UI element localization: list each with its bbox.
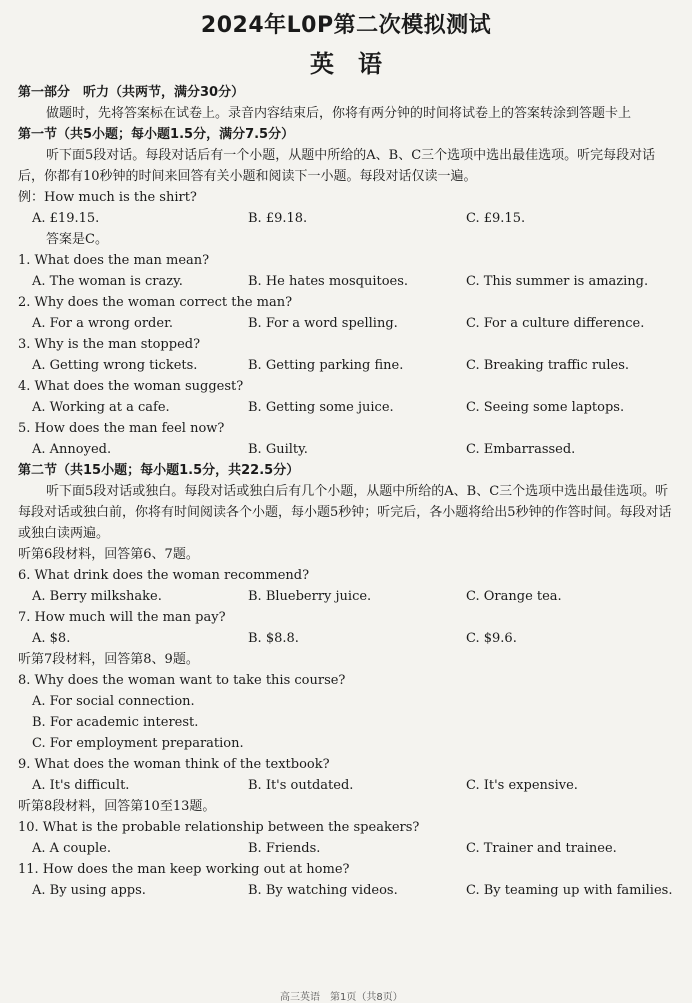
option-b: B. Blueberry juice. (248, 589, 372, 604)
question-8: 8. Why does the woman want to take this course? (18, 673, 346, 688)
question-7: 7. How much will the man pay? (18, 610, 226, 625)
question-6: 6. What drink does the woman recommend? (18, 568, 310, 583)
exam-title: 2024年L0P第二次模拟测试 (200, 13, 492, 38)
options-2 (18, 313, 678, 334)
example-question: 例：How much is the shirt? (18, 190, 197, 205)
material-6-note: 听第6段材料，回答第6、7题。 (18, 547, 199, 562)
question-3: 3. Why is the man stopped? (18, 337, 201, 352)
options-7 (18, 628, 678, 649)
section2-heading: 第二节（共15小题；每小题1.5分，共22.5分） (18, 463, 300, 478)
option-b: B. £9.18. (248, 211, 308, 226)
option-a: A. $8. (32, 631, 71, 646)
options-6 (18, 586, 678, 607)
option-a: A. Berry milkshake. (32, 589, 162, 604)
question-9: 9. What does the woman think of the textbook? (18, 757, 330, 772)
option-c: C. By teaming up with families. (466, 883, 673, 898)
question-4: 4. What does the woman suggest? (18, 379, 244, 394)
part1-intro: 做题时，先将答案标在试卷上。录音内容结束后，你将有两分钟的时间将试卷上的答案转涂到答题卡上 (46, 106, 632, 121)
option-c: C. Seeing some laptops. (466, 400, 625, 415)
option-b: B. Guilty. (248, 442, 308, 457)
options-10 (18, 838, 678, 859)
material-8-note: 听第8段材料，回答第10至13题。 (18, 799, 216, 814)
options-5 (18, 439, 678, 460)
question-1: 1. What does the man mean? (18, 253, 210, 268)
options-4 (18, 397, 678, 418)
option-a: A. Annoyed. (32, 442, 112, 457)
option-c: C. £9.15. (466, 211, 526, 226)
option-c: C. For a culture difference. (466, 316, 645, 331)
option-c: C. Embarrassed. (466, 442, 576, 457)
options-9 (18, 775, 678, 796)
option-a: A. By using apps. (32, 883, 146, 898)
question-10: 10. What is the probable relationship between the speakers? (18, 820, 420, 835)
option-a: A. It's difficult. (32, 778, 130, 793)
option-b: B. Friends. (248, 841, 321, 856)
option-a: A. Working at a cafe. (32, 400, 170, 415)
options-3 (18, 355, 678, 376)
section1-heading: 第一节（共5小题；每小题1.5分，满分7.5分） (18, 127, 295, 142)
example-answer: 答案是C。 (46, 232, 108, 247)
section1-intro: 听下面5段对话。每段对话后有一个小题，从题中所给的A、B、C三个选项中选出最佳选项。听完每段对话后，你都有10秒钟的时间来回答有关小题和阅读下一小题。每段对话仅读一遍。 (18, 148, 656, 184)
option-b: B. By watching videos. (248, 883, 398, 898)
option-b: B. Getting parking fine. (248, 358, 404, 373)
option-a: A. For social connection. (32, 694, 195, 709)
example-options (18, 208, 678, 229)
option-b: B. For academic interest. (32, 715, 199, 730)
material-7-note: 听第7段材料，回答第8、9题。 (18, 652, 199, 667)
option-b: B. For a word spelling. (248, 316, 398, 331)
option-c: C. $9.6. (466, 631, 517, 646)
option-c: C. Breaking traffic rules. (466, 358, 630, 373)
option-a: A. £19.15. (32, 211, 100, 226)
option-a: A. A couple. (32, 841, 111, 856)
option-c: C. This summer is amazing. (466, 274, 649, 289)
options-1 (18, 271, 678, 292)
question-11: 11. How does the man keep working out at home? (18, 862, 350, 877)
option-b: B. Getting some juice. (248, 400, 394, 415)
question-5: 5. How does the man feel now? (18, 421, 225, 436)
option-a: A. Getting wrong tickets. (32, 358, 198, 373)
option-c: C. Orange tea. (466, 589, 562, 604)
option-c: C. For employment preparation. (32, 736, 244, 751)
subject-title: 英 语 (310, 50, 382, 78)
option-b: B. $8.8. (248, 631, 299, 646)
part1-block (18, 82, 678, 901)
option-c: C. Trainer and trainee. (466, 841, 617, 856)
option-b: B. It's outdated. (248, 778, 354, 793)
options-11 (18, 880, 678, 901)
option-c: C. It's expensive. (466, 778, 578, 793)
page-footer: 高三英语 第1页（共8页） (280, 992, 403, 1003)
section2-intro: 听下面5段对话或独白。每段对话或独白后有几个小题，从题中所给的A、B、C三个选项中选出最佳选项。听每段对话或独白前，你将有时间阅读各个小题，每小题5秒钟；听完后，各小题将给出5秒钟的作答时间。每段对话或独白读两遍。 (18, 484, 672, 541)
part1-heading: 第一部分 听力（共两节，满分30分） (18, 85, 245, 100)
option-b: B. He hates mosquitoes. (248, 274, 409, 289)
option-a: A. The woman is crazy. (32, 274, 183, 289)
question-2: 2. Why does the woman correct the man? (18, 295, 293, 310)
option-a: A. For a wrong order. (32, 316, 173, 331)
